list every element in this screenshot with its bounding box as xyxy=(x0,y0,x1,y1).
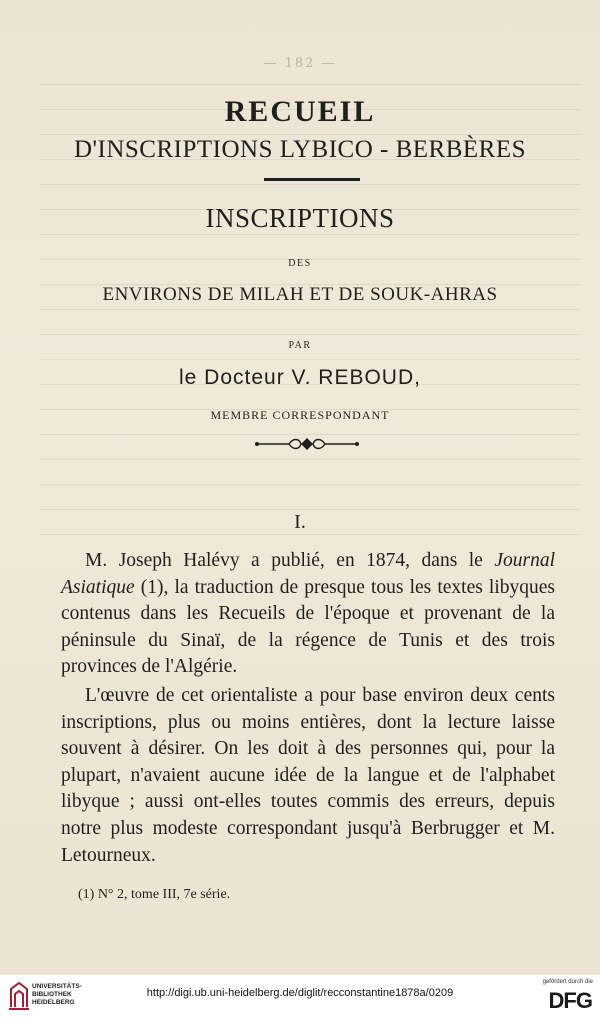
article-title: INSCRIPTIONS xyxy=(205,203,395,233)
article-author: le Docteur V. REBOUD, xyxy=(179,366,421,389)
library-line-1: UNIVERSITÄTS- xyxy=(32,983,82,990)
viewer-footer xyxy=(0,975,600,1017)
journal-title: RECUEIL xyxy=(224,95,376,128)
article-subject: ENVIRONS DE MILAH ET DE SOUK-AHRAS xyxy=(102,284,498,305)
library-line-2: BIBLIOTHEK xyxy=(32,991,72,998)
funded-by-label: gefördert durch die xyxy=(542,979,593,985)
ornament-divider-icon xyxy=(255,434,359,454)
library-line-3: HEIDELBERG xyxy=(32,999,75,1006)
article-par: PAR xyxy=(288,340,312,351)
section-number: I. xyxy=(294,511,306,533)
article-des: DES xyxy=(288,258,312,269)
footnote: (1) N° 2, tome III, 7e série. xyxy=(78,887,231,902)
dfg-logo: DFG xyxy=(548,988,592,1013)
title-rule xyxy=(264,178,360,181)
article-body xyxy=(61,548,555,869)
page-header-mark: — 182 — xyxy=(263,56,337,71)
author-role: MEMBRE CORRESPONDANT xyxy=(210,408,390,422)
journal-reference: Journal Asiatique xyxy=(61,550,555,598)
paragraph-1-start: M. Joseph Halévy a publié, en 1874, dans le xyxy=(85,550,495,571)
paragraph-1 xyxy=(61,548,555,681)
paragraph-2: L'œuvre de cet orientaliste a pour base environ deux cents inscriptions, plus ou moins entières, dont la lecture laisse souvent à désirer. On les doit à des personnes qui, pour la plupart, n'avaient aucune idée de la langue et de l'alphabet libyque ; aussi ont-elles toutes commis des erreurs, depuis notre plus modeste correspondant jusqu'à Berbrugger et M. Letourneux. xyxy=(61,684,555,866)
paragraph-1-rest: (1), la traduction de presque tous les textes libyques contenus dans les Recueils de l'époque et provenant de la péninsule du Sinaï, de la régence de Tunis et des trois provinces de l'Algérie. xyxy=(61,576,555,678)
permalink-url[interactable]: http://digi.ub.uni-heidelberg.de/diglit/recconstantine1878a/0209 xyxy=(146,987,454,999)
journal-subtitle: D'INSCRIPTIONS LYBICO - BERBÈRES xyxy=(73,136,527,163)
